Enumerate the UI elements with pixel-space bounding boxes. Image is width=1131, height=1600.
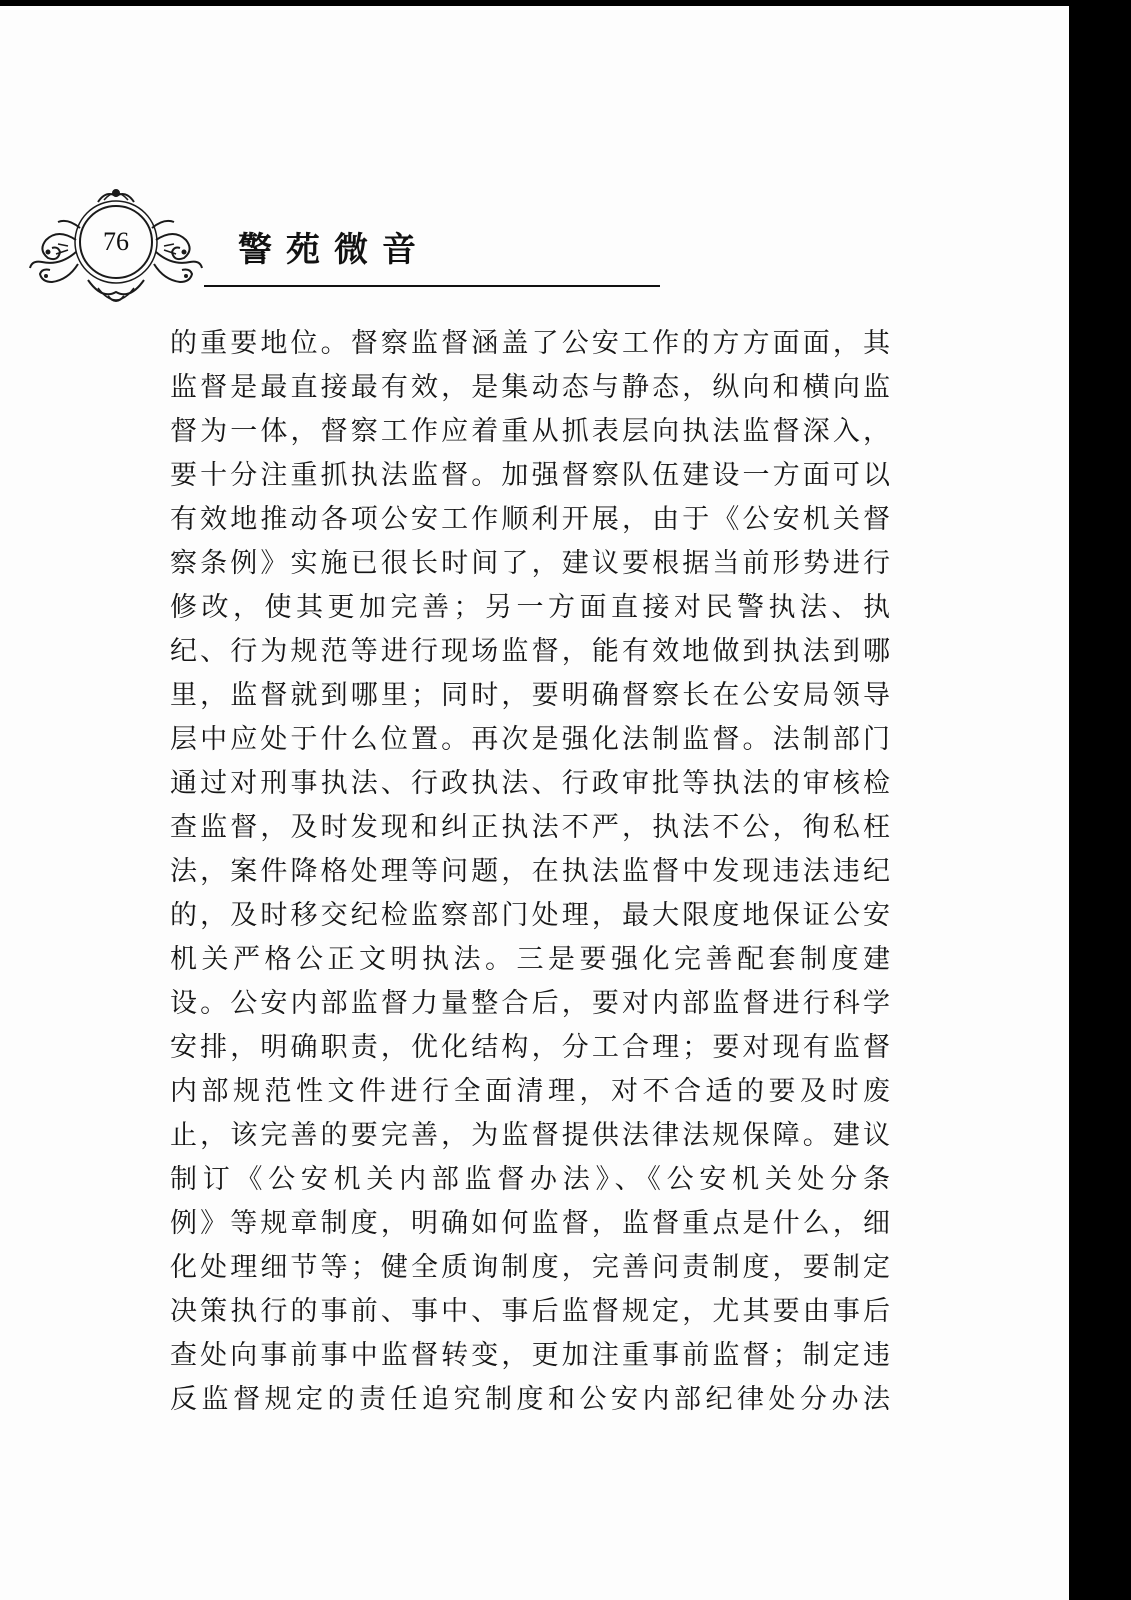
text-line: 修改，使其更加完善；另一方面直接对民警执法、执 [170,592,890,623]
text-line: 安排，明确职责，优化结构，分工合理；要对现有监督 [170,1032,890,1063]
text-line: 要十分注重抓执法监督。加强督察队伍建设一方面可以 [170,460,890,491]
text-line: 有效地推动各项公安工作顺利开展，由于《公安机关督 [170,504,890,535]
header-rule [204,285,660,287]
text-line: 察条例》实施已很长时间了，建议要根据当前形势进行 [170,548,890,579]
text-line: 监督是最直接最有效，是集动态与静态，纵向和横向监 [170,372,890,403]
text-line: 纪、行为规范等进行现场监督，能有效地做到执法到哪 [170,636,890,667]
text-line: 层中应处于什么位置。再次是强化法制监督。法制部门 [170,724,890,755]
text-line: 督为一体，督察工作应着重从抓表层向执法监督深入， [170,416,890,447]
text-line: 通过对刑事执法、行政执法、行政审批等执法的审核检 [170,768,890,799]
text-line: 决策执行的事前、事中、事后监督规定，尤其要由事后 [170,1296,890,1327]
scan-right-edge [1069,0,1131,1600]
text-line: 化处理细节等；健全质询制度，完善问责制度，要制定 [170,1252,890,1283]
text-line: 例》等规章制度，明确如何监督，监督重点是什么，细 [170,1208,890,1239]
text-line: 的重要地位。督察监督涵盖了公安工作的方方面面，其 [170,328,890,359]
text-line: 机关严格公正文明执法。三是要强化完善配套制度建 [170,944,890,975]
body-text [170,322,890,1422]
text-line: 止，该完善的要完善，为监督提供法律法规保障。建议 [170,1120,890,1151]
text-line: 查监督，及时发现和纠正执法不严，执法不公，徇私枉 [170,812,890,843]
text-line: 内部规范性文件进行全面清理，对不合适的要及时废 [170,1076,890,1107]
page-number: 76 [103,227,129,256]
running-header-title: 警苑微音 [238,230,430,270]
text-line: 里，监督就到哪里；同时，要明确督察长在公安局领导 [170,680,890,711]
text-line: 设。公安内部监督力量整合后，要对内部监督进行科学 [170,988,890,1019]
text-line: 查处向事前事中监督转变，更加注重事前监督；制定违 [170,1340,890,1371]
text-line: 的，及时移交纪检监察部门处理，最大限度地保证公安 [170,900,890,931]
text-line: 制订《公安机关内部监督办法》、《公安机关处分条 [170,1164,890,1195]
text-line: 法，案件降格处理等问题，在执法监督中发现违法违纪 [170,856,890,887]
text-line: 反监督规定的责任追究制度和公安内部纪律处分办法 [170,1384,890,1415]
